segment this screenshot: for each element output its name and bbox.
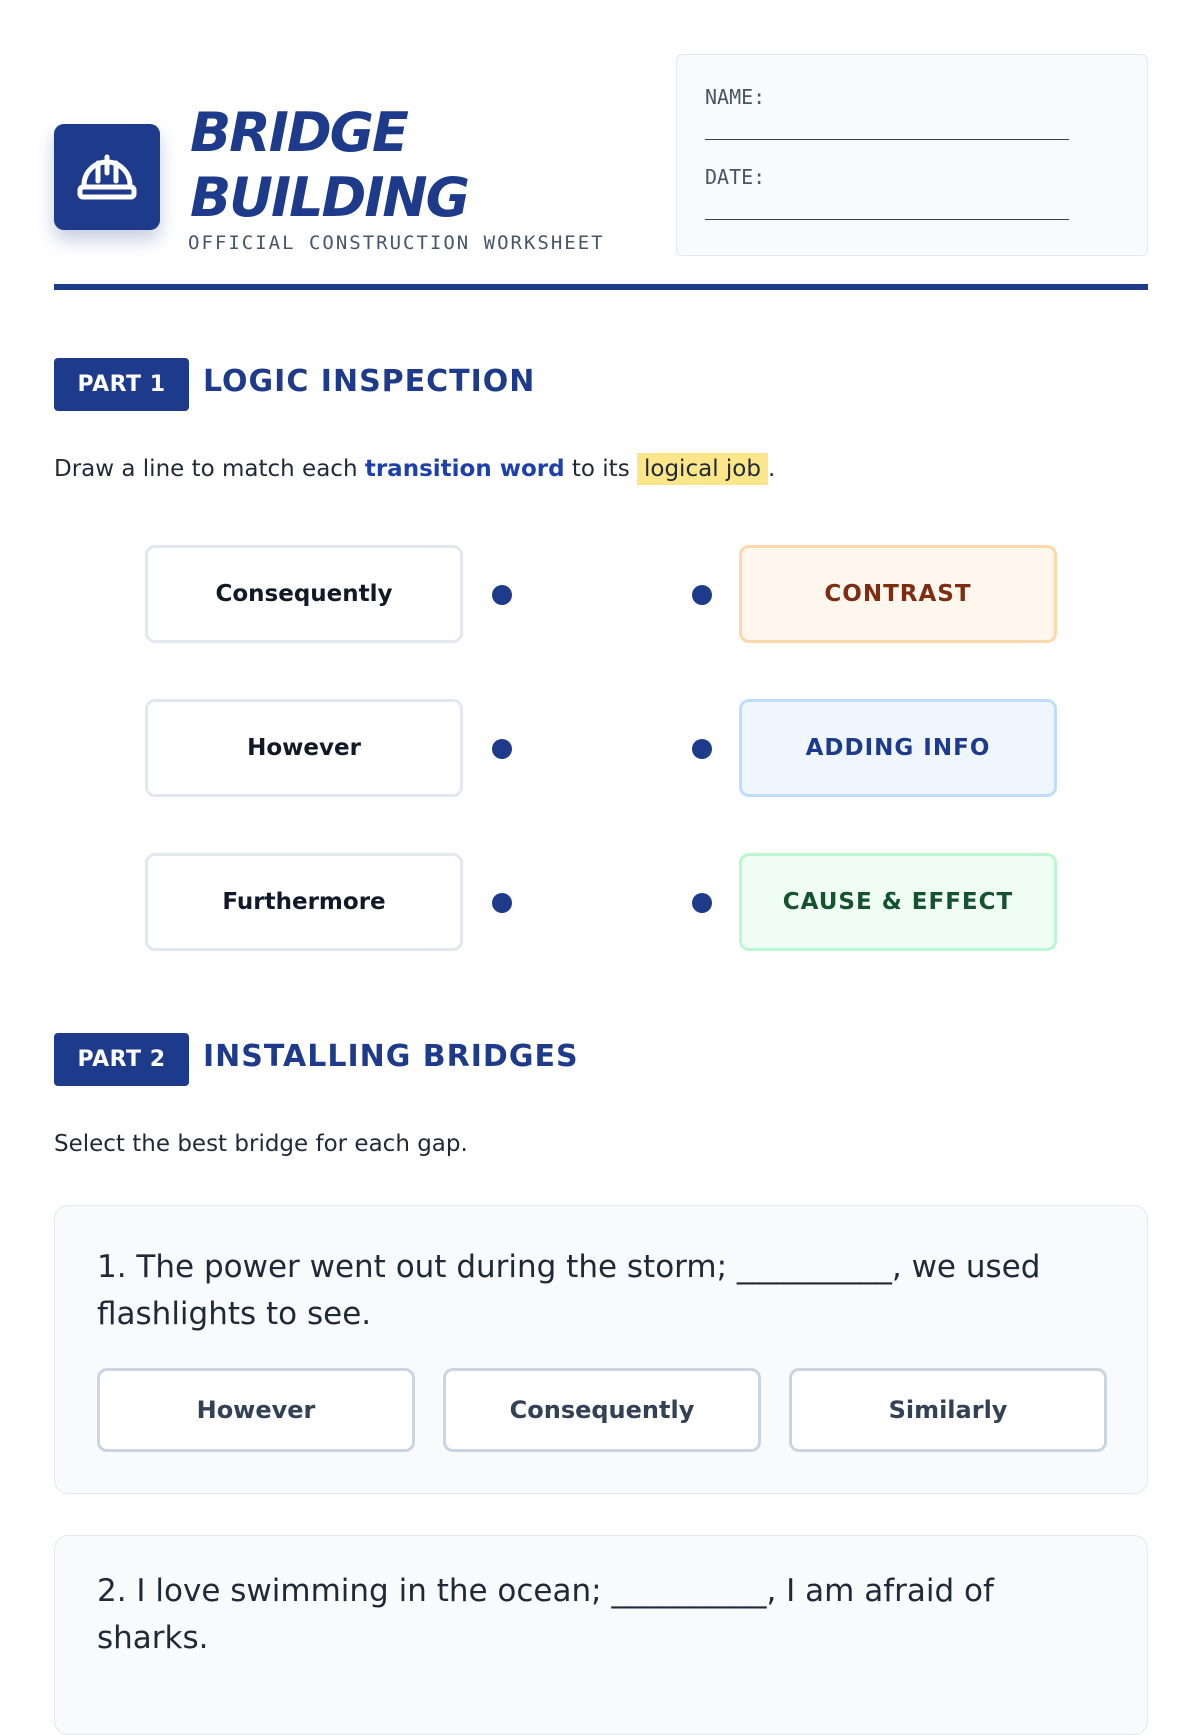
- date-field[interactable]: [705, 219, 1069, 220]
- match-word-furthermore[interactable]: Furthermore: [145, 853, 463, 951]
- worksheet-title-line-2: BUILDING: [190, 166, 468, 229]
- date-label: DATE:: [705, 165, 766, 189]
- part-1-badge: PART 1: [54, 358, 189, 411]
- left-match-dot[interactable]: [492, 585, 512, 605]
- highlight-logical-job: logical job: [637, 453, 768, 485]
- match-word-consequently[interactable]: Consequently: [145, 545, 463, 643]
- match-job-cause-effect[interactable]: CAUSE & EFFECT: [739, 853, 1057, 951]
- left-match-dot[interactable]: [492, 893, 512, 913]
- part-2-badge: PART 2: [54, 1033, 189, 1086]
- option-however-button[interactable]: However: [97, 1368, 415, 1452]
- part-2-title: INSTALLING BRIDGES: [203, 1039, 579, 1074]
- match-word-however[interactable]: However: [145, 699, 463, 797]
- instruction-text: Draw a line to match each: [54, 456, 365, 482]
- part-2-instructions: Select the best bridge for each gap.: [54, 1131, 468, 1157]
- hard-hat-icon: [76, 151, 138, 203]
- name-label: NAME:: [705, 85, 766, 109]
- worksheet-title-line-1: BRIDGE: [190, 101, 407, 164]
- right-match-dot[interactable]: [692, 585, 712, 605]
- name-field[interactable]: [705, 139, 1069, 140]
- question-card-1: [54, 1205, 1148, 1494]
- instruction-text: .: [767, 456, 776, 482]
- match-job-contrast[interactable]: CONTRAST: [739, 545, 1057, 643]
- part-1-instructions: [54, 456, 775, 482]
- option-consequently-button[interactable]: Consequently: [443, 1368, 761, 1452]
- right-match-dot[interactable]: [692, 739, 712, 759]
- question-card-2: [54, 1535, 1148, 1735]
- left-match-dot[interactable]: [492, 739, 512, 759]
- match-job-adding-info[interactable]: ADDING INFO: [739, 699, 1057, 797]
- header-divider: [54, 284, 1148, 290]
- question-text: 2. I love swimming in the ocean; __________, I am afraid of sharks.: [97, 1573, 994, 1656]
- worksheet-subtitle: OFFICIAL CONSTRUCTION WORKSHEET: [188, 232, 605, 254]
- question-text: 1. The power went out during the storm; __________, we used flashlights to see.: [97, 1249, 1041, 1332]
- instruction-text: to its: [564, 456, 637, 482]
- student-info-box: [676, 54, 1148, 256]
- right-match-dot[interactable]: [692, 893, 712, 913]
- highlight-transition-word: transition word: [364, 456, 565, 482]
- part-1-title: LOGIC INSPECTION: [203, 364, 536, 399]
- option-similarly-button[interactable]: Similarly: [789, 1368, 1107, 1452]
- logo-badge: [54, 124, 160, 230]
